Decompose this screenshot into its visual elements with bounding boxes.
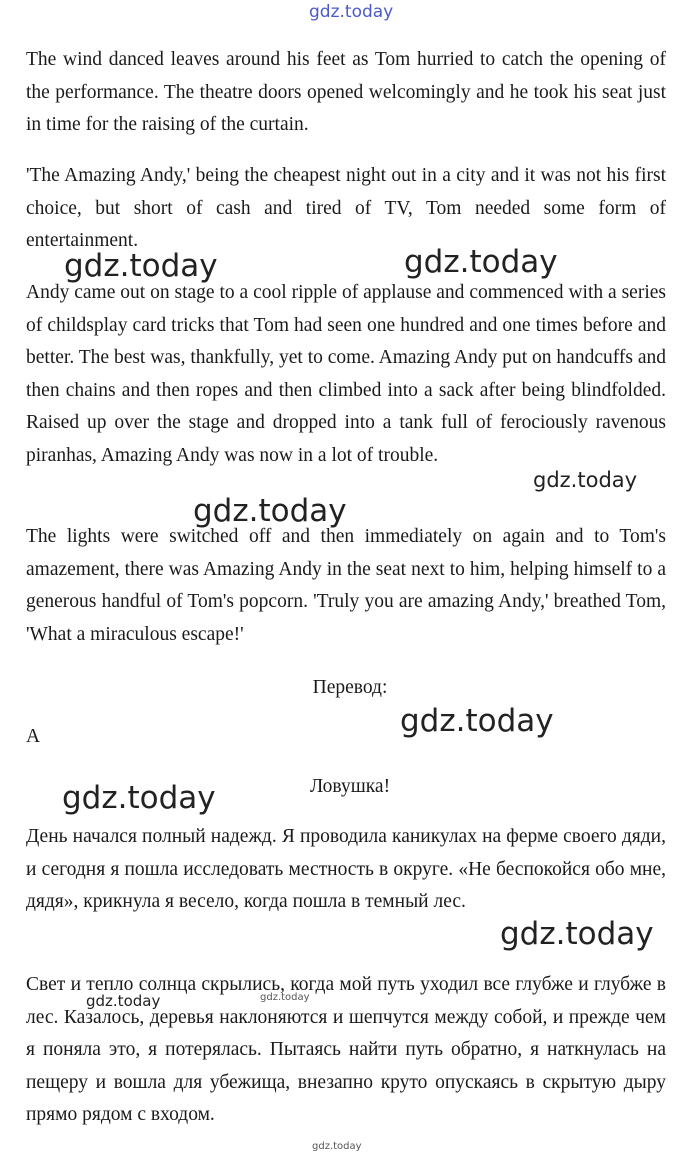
english-paragraph-2: 'The Amazing Andy,' being the cheapest night out in a city and it was not his first choice, but short of cash and tired of TV, Tom needed some form of entertainment. [26, 165, 666, 251]
watermark-7: gdz.today [500, 916, 654, 952]
russian-paragraph-2: Свет и тепло солнца скрылись, когда мой путь уходил все глубже и глубже в лес. Казалось, деревья наклоняются и шепчутся между собой, и прежде чем я поняла это, я потерялась. Пытаясь найти путь обратно, я наткнулась на пещеру и вошла для убежища, внезапно круто опускаясь в скрытую дыру прямо рядом с входом. [26, 974, 666, 1125]
watermark-5: gdz.today [400, 703, 554, 739]
english-paragraph-3: Andy came out on stage to a cool ripple of applause and commenced with a series of childsplay card tricks that Tom had seen one hundred and one times before and better. The best was, thankfully, yet to come. Amazing Andy put on handcuffs and then chains and then ropes and then climbed into a sack after being blindfolded. Raised up over the stage and dropped into a tank full of ferociously ravenous piranhas, Amazing Andy was now in a lot of trouble. [26, 282, 666, 466]
watermark-9: gdz.today [260, 992, 310, 1003]
watermark-8: gdz.today [86, 992, 161, 1010]
story-title: Ловушка! [309, 776, 391, 797]
watermark-6: gdz.today [62, 780, 216, 816]
section-letter: A [26, 726, 41, 747]
watermark-2: gdz.today [404, 244, 558, 280]
translation-heading: Перевод: [312, 677, 388, 698]
english-paragraph-1: The wind danced leaves around his feet as Tom hurried to catch the opening of the performance. The theatre doors opened welcomingly and he took his seat just in time for the raising of the curtain. [26, 49, 666, 135]
russian-paragraph-1: День начался полный надежд. Я проводила каникулах на ферме своего дяди, и сегодня я пошла исследовать местность в округе. «Не беспокойся обо мне, дядя», крикнула я весело, когда пошла в темный лес. [26, 826, 666, 912]
english-paragraph-4: The lights were switched off and then immediately on again and to Tom's amazement, there was Amazing Andy in the seat next to him, helping himself to a generous handful of Tom's popcorn. 'Truly you are amazing Andy,' breathed Tom, 'What a miraculous escape!' [26, 526, 666, 645]
watermark-top: gdz.today [309, 2, 394, 22]
watermark-1: gdz.today [64, 248, 218, 284]
watermark-10: gdz.today [312, 1141, 362, 1152]
watermark-3: gdz.today [533, 468, 638, 492]
watermark-4: gdz.today [193, 493, 347, 529]
